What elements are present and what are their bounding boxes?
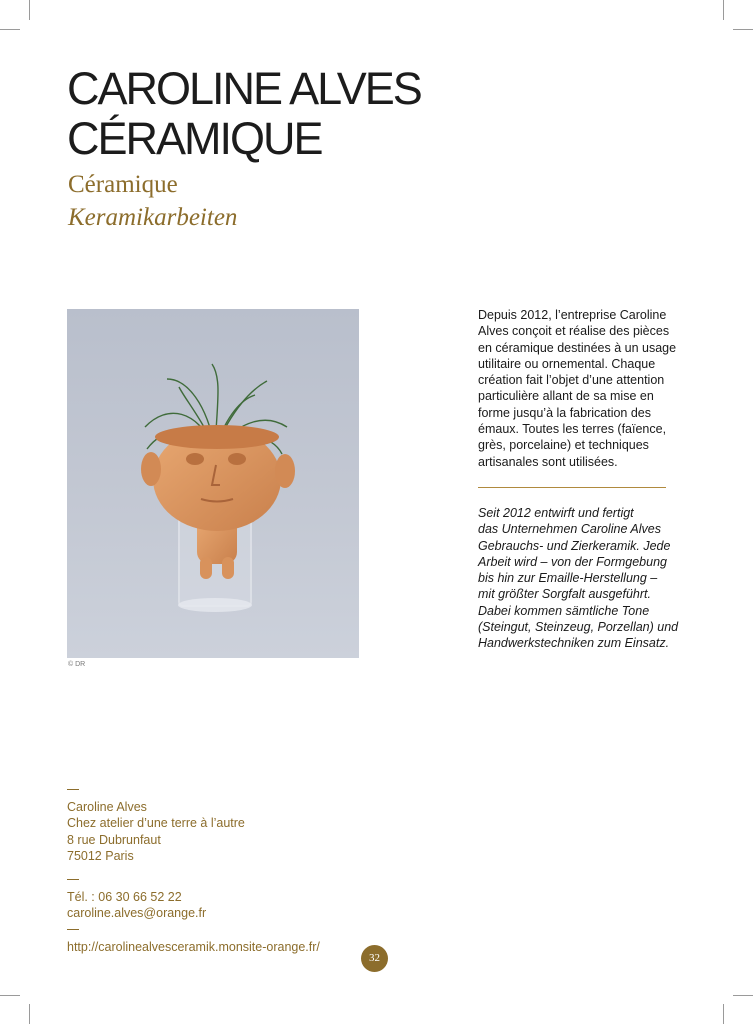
text-line: particulière allant de sa mise en: [478, 389, 654, 404]
head-planter-icon: [67, 309, 359, 658]
text-line: (Steingut, Steinzeug, Porzellan) und: [478, 620, 679, 635]
title-line: CÉRAMIQUE: [67, 113, 322, 164]
crop-mark: [0, 995, 20, 996]
dash-icon: [67, 929, 79, 930]
contact-phone-email: [67, 879, 206, 922]
contact-website: [67, 929, 320, 955]
title-line: CAROLINE ALVES: [67, 63, 421, 114]
dash-icon: [67, 789, 79, 790]
address-line: Chez atelier d’une terre à l’autre: [67, 816, 245, 831]
text-line: Gebrauchs- und Zierkeramik. Jede: [478, 538, 671, 553]
text-line: grès, porcelaine) et techniques: [478, 438, 649, 453]
email-link[interactable]: caroline.alves@orange.fr: [67, 906, 207, 921]
crop-mark: [723, 0, 724, 20]
website-link[interactable]: http://carolinealvesceramik.monsite-orange.fr/: [67, 940, 320, 954]
text-line: Depuis 2012, l’entreprise Caroline: [478, 308, 667, 322]
text-line: création fait l’objet d’une attention: [478, 373, 665, 388]
text-line: en céramique destinées à un usage: [478, 340, 677, 355]
dash-icon: [67, 879, 79, 880]
phone-number: Tél. : 06 30 66 52 22: [67, 890, 182, 904]
text-line: Seit 2012 entwirft und fertigt: [478, 506, 634, 520]
text-line: forme jusqu’à la fabrication des: [478, 405, 652, 420]
crop-mark: [29, 0, 30, 20]
text-line: Dabei kommen sämtliche Tone: [478, 603, 650, 618]
crop-mark: [733, 29, 753, 30]
subtitle-french: Céramique: [68, 171, 178, 198]
description-french: [478, 307, 693, 470]
address-line: 8 rue Dubrunfaut: [67, 832, 161, 847]
text-line: utilitaire ou ornemental. Chaque: [478, 356, 656, 371]
text-line: das Unternehmen Caroline Alves: [478, 522, 661, 537]
crop-mark: [0, 29, 20, 30]
page-title: [67, 64, 587, 164]
address-line: 75012 Paris: [67, 848, 134, 863]
text-line: Handwerkstechniken zum Einsatz.: [478, 636, 670, 651]
text-line: Alves conçoit et réalise des pièces: [478, 324, 670, 339]
subtitle-german: Keramikarbeiten: [68, 204, 238, 231]
crop-mark: [29, 1004, 30, 1024]
contact-name: Caroline Alves: [67, 800, 147, 814]
text-line: mit größter Sorgfalt ausgeführt.: [478, 587, 651, 602]
product-photo: [67, 309, 359, 658]
photo-credit: © DR: [68, 661, 86, 668]
text-line: artisanales sont utilisées.: [478, 454, 618, 469]
description-german: [478, 505, 693, 652]
text-line: émaux. Toutes les terres (faïence,: [478, 422, 667, 437]
text-line: Arbeit wird – von der Formgebung: [478, 554, 667, 569]
crop-mark: [733, 995, 753, 996]
crop-mark: [723, 1004, 724, 1024]
section-divider: [478, 487, 666, 488]
text-line: bis hin zur Emaille-Herstellung –: [478, 571, 658, 586]
contact-address: [67, 789, 245, 864]
page-number-badge: 32: [361, 945, 388, 972]
